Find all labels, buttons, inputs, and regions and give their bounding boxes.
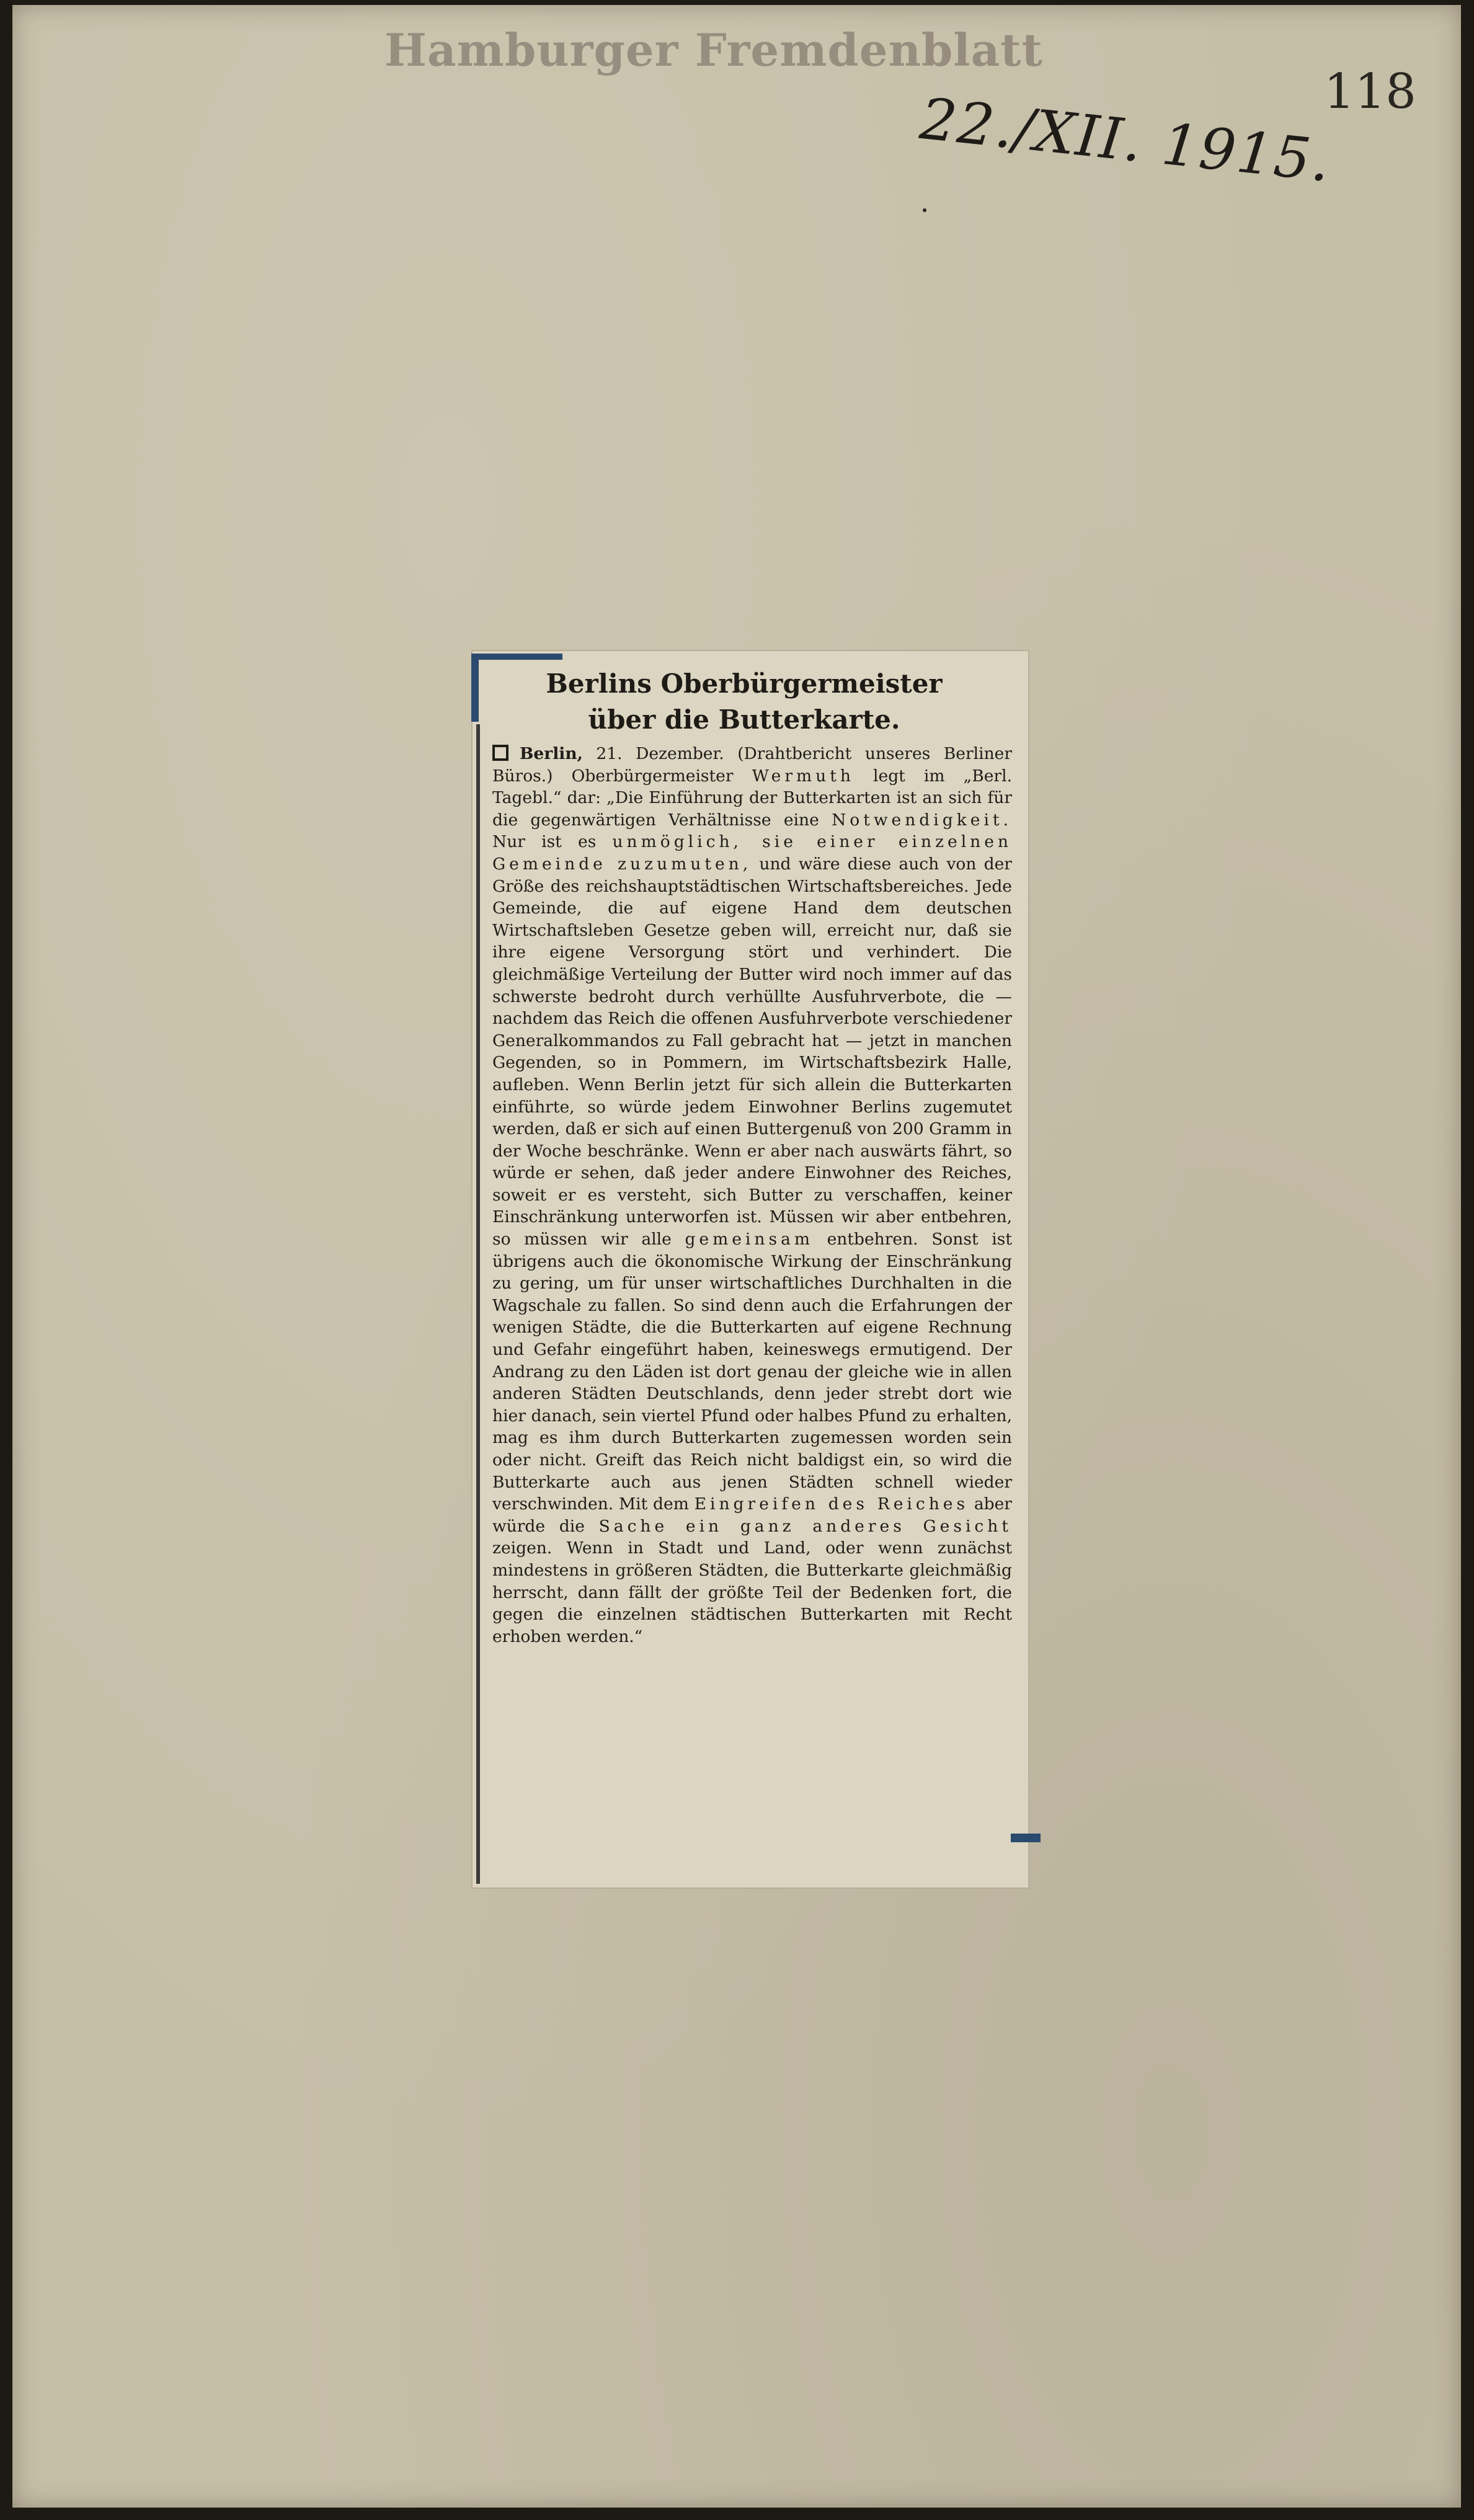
spaced-eingreifen: Eingreifen des Reiches: [694, 1494, 969, 1514]
body-part-1: legt im „Berl. Tagebl.“ dar: „Die Einführung der Butterkarten ist an sich für die gegenwärtigen Verhältnisse eine: [492, 766, 1012, 830]
body-part-5: aber würde die: [492, 1494, 1012, 1536]
body-part-2: Nur ist es: [492, 832, 597, 852]
page-number: 118: [1324, 64, 1416, 120]
body-part-6: zeigen. Wenn in Stadt und Land, oder wenn zunächst mindestens in größeren Städten, die Butterkarte gleichmäßig herrscht, dann fällt der größte Teil der Bedenken fort, die gegen die einzelnen städtischen Butterkarten mit Recht erhoben werden.“: [492, 1538, 1012, 1646]
square-bullet-icon: [492, 745, 508, 761]
spaced-unmoeglich: unmöglich, sie einer einzelnen Gemeinde zuzumuten,: [492, 832, 1012, 874]
body-intro: 21. Dezember. (Drahtbericht unseres Berliner Büros.) Oberbürgermeister: [492, 744, 1012, 786]
blue-pencil-bracket-end: [1011, 1834, 1041, 1842]
spaced-notwendigkeit: Notwendigkeit.: [832, 810, 1012, 830]
article-headline: [496, 666, 992, 738]
handwritten-date: 22./XII. 1915.: [917, 86, 1334, 195]
spaced-name: Wermuth: [752, 766, 855, 786]
pencil-margin-line: [476, 724, 480, 1884]
body-part-4: entbehren. Sonst ist übrigens auch die ökonomische Wirkung der Einschränkung zu gering, um für unser wirtschaftliches Durchhalten in die Wagschale zu fallen. So sind denn auch die Erfahrungen der wenigen Städte, die die Butterkarten auf eigene Rechnung und Gefahr eingeführt haben, keineswegs ermutigend. Der Andrang zu den Läden ist dort genau der gleiche wie in allen anderen Städten Deutschlands, denn jeder strebt dort wie hier danach, sein viertel Pfund oder halbes Pfund zu erhalten, mag es ihm durch Butterkarten zugemessen worden sein oder nicht. Greift das Reich nicht baldigst ein, so wird die Butterkarte auch aus jenen Städten schnell wieder verschwinden. Mit dem: [492, 1230, 1012, 1514]
article-body: [492, 743, 1012, 1648]
newspaper-stamp: Hamburger Fremdenblatt: [384, 24, 1043, 76]
spaced-gemeinsam: gemeinsam: [685, 1230, 814, 1249]
headline-line-1: Berlins Oberbürgermeister: [546, 668, 943, 699]
headline-line-2: über die Butterkarte.: [588, 704, 900, 735]
ink-speck: [923, 208, 926, 212]
body-part-3: und wäre diese auch von der Größe des reichshauptstädtischen Wirtschaftsbereiches. Jede Gemeinde, die auf eigene Hand dem deutschen Wirtschaftsleben Gesetze geben will, erreicht nur, daß sie ihre eigene Versorgung stört und verhindert. Die gleichmäßige Verteilung der Butter wird noch immer auf das schwerste bedroht durch verhüllte Ausfuhrverbote, die — nachdem das Reich die offenen Ausfuhrverbote verschiedener Generalkommandos zu Fall gebracht hat — jetzt in manchen Gegenden, so in Pommern, im Wirtschaftsbezirk Halle, aufleben. Wenn Berlin jetzt für sich allein die Butterkarten einführte, so würde jedem Einwohner Berlins zugemutet werden, daß er sich auf einen Buttergenuß von 200 Gramm in der Woche beschränke. Wenn er aber nach auswärts fährt, so würde er sehen, daß jeder andere Einwohner des Reiches, soweit er es versteht, sich Butter zu verschaffen, keiner Einschränkung unterworfen ist. Müssen wir aber entbehren, so müssen wir alle: [492, 854, 1012, 1249]
dateline: Berlin,: [520, 744, 583, 763]
spaced-sache: Sache ein ganz anderes Gesicht: [598, 1516, 1012, 1536]
newspaper-clipping: [471, 650, 1029, 1889]
archive-sheet: [12, 5, 1461, 2508]
